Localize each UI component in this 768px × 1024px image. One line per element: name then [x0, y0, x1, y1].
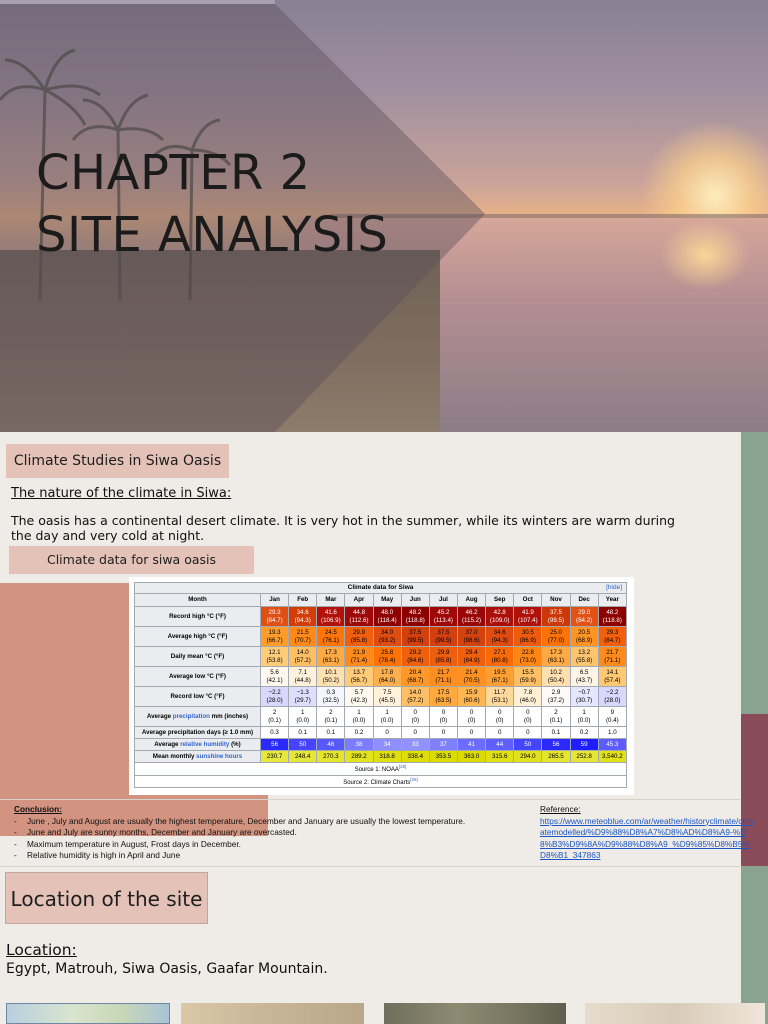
climate-cell: 56: [542, 739, 570, 751]
climate-row: [135, 647, 627, 667]
reference-link[interactable]: https://www.meteoblue.com/ar/weather/historyclimate/climatemodelled/%D9%88%D8%A7%D8%AD%D8%A9-%D8%B3%D9%8A%D9%88%D8%A9_%D9%85%D8%B5%D8%B1_347863: [540, 815, 754, 860]
climate-cell: 9 (0.4): [598, 707, 626, 727]
conclusion-item: - June and July are sunny months, December and January are overcasted.: [14, 827, 544, 839]
climate-cell: 11.7 (53.1): [486, 687, 514, 707]
climate-cell: 0.2: [345, 727, 373, 739]
conclusion-title-colon: :: [59, 804, 62, 814]
source2-row: [135, 775, 627, 788]
conclusion-item: - Maximum temperature in August, Frost days in December.: [14, 839, 544, 851]
climate-cell: 14.0 (57.2): [401, 687, 429, 707]
green-side-bar-top: [741, 432, 768, 714]
source2-cell: [135, 775, 627, 788]
climate-row: [135, 667, 627, 687]
month-header-cell: May: [373, 594, 401, 607]
climate-nature-heading: The nature of the climate in Siwa:: [11, 486, 232, 501]
month-header-cell: Mar: [317, 594, 345, 607]
conclusion-list: [14, 816, 544, 862]
climate-cell: 5.7 (42.3): [345, 687, 373, 707]
climate-cell: 14.0 (57.2): [289, 647, 317, 667]
climate-cell: 6.5 (43.7): [570, 667, 598, 687]
climate-cell: 0: [429, 727, 457, 739]
climate-cell: 37.0 (98.6): [457, 627, 485, 647]
climate-cell: 0.1: [542, 727, 570, 739]
climate-cell: 21.9 (71.4): [345, 647, 373, 667]
row-label-link[interactable]: sunshine hours: [196, 752, 243, 760]
source1-cell: [135, 763, 627, 776]
climate-cell: 29.0 (84.2): [570, 607, 598, 627]
climate-cell: 34: [373, 739, 401, 751]
climate-cell: 21.7 (71.1): [429, 667, 457, 687]
location-text: Egypt, Matrouh, Siwa Oasis, Gaafar Mountain.: [6, 961, 328, 977]
climate-table-title: Climate data for Siwa: [347, 584, 414, 591]
source1-text: Source 1: NOAA: [354, 767, 399, 773]
climate-cell: 1 (0.0): [345, 707, 373, 727]
month-column-header: Month: [135, 594, 261, 607]
climate-cell: 17.3 (63.1): [542, 647, 570, 667]
climate-cell: 34.0 (93.2): [373, 627, 401, 647]
climate-cell: 2 (0.1): [261, 707, 289, 727]
climate-cell: 27.1 (80.8): [486, 647, 514, 667]
climate-cell: 1 (0.0): [570, 707, 598, 727]
climate-cell: 19.5 (67.1): [486, 667, 514, 687]
climate-cell: 59: [570, 739, 598, 751]
climate-cell: 20.4 (68.7): [401, 667, 429, 687]
month-header-cell: Dec: [570, 594, 598, 607]
climate-cell: 19.3 (66.7): [261, 627, 289, 647]
climate-cell: 5.6 (42.1): [261, 667, 289, 687]
climate-row: [135, 687, 627, 707]
conclusion-title: [14, 804, 544, 816]
climate-cell: 0.3 (32.5): [317, 687, 345, 707]
climate-cell: 48.2 (118.8): [598, 607, 626, 627]
climate-cell: −0.7 (30.7): [570, 687, 598, 707]
climate-cell: 0.3: [261, 727, 289, 739]
climate-cell: 56: [261, 739, 289, 751]
climate-cell: 37.5 (99.5): [429, 627, 457, 647]
location-heading: Location:: [6, 941, 77, 959]
climate-cell: 2 (0.1): [317, 707, 345, 727]
climate-row: [135, 751, 627, 763]
month-header-cell: Feb: [289, 594, 317, 607]
month-header-cell: Oct: [514, 594, 542, 607]
climate-row: [135, 727, 627, 739]
climate-row-label: Mean monthly sunshine hours: [135, 751, 261, 763]
climate-cell: −2.2 (28.0): [261, 687, 289, 707]
climate-row-label: Record low °C (°F): [135, 687, 261, 707]
climate-cell: 248.4: [289, 751, 317, 763]
climate-cell: 41.9 (107.4): [514, 607, 542, 627]
climate-cell: 24.5 (76.1): [317, 627, 345, 647]
climate-cell: 252.8: [570, 751, 598, 763]
climate-cell: 289.2: [345, 751, 373, 763]
divider-top: [0, 799, 740, 800]
climate-row: [135, 607, 627, 627]
climate-cell: 50: [289, 739, 317, 751]
climate-cell: 0 (0): [514, 707, 542, 727]
climate-cell: 7.5 (45.5): [373, 687, 401, 707]
reference-title: Reference:: [540, 804, 581, 814]
climate-cell: 0: [457, 727, 485, 739]
climate-row-label: Average relative humidity (%): [135, 739, 261, 751]
month-header-cell: Aug: [457, 594, 485, 607]
climate-cell: 0 (0): [486, 707, 514, 727]
climate-cell: 230.7: [261, 751, 289, 763]
climate-cell: 29.2 (84.6): [401, 647, 429, 667]
climate-table-label: Climate data for siwa oasis: [9, 546, 254, 574]
climate-cell: 7.1 (44.8): [289, 667, 317, 687]
month-header-cell: Nov: [542, 594, 570, 607]
climate-cell: 46.2 (115.2): [457, 607, 485, 627]
climate-cell: 41: [457, 739, 485, 751]
climate-cell: −2.2 (28.0): [598, 687, 626, 707]
climate-cell: 7.8 (46.0): [514, 687, 542, 707]
hide-link[interactable]: [hide]: [606, 584, 622, 591]
climate-cell: 338.4: [401, 751, 429, 763]
climate-cell: 12.1 (53.8): [261, 647, 289, 667]
reference-block: [540, 804, 754, 862]
climate-row-label: Average low °C (°F): [135, 667, 261, 687]
climate-cell: 363.0: [457, 751, 485, 763]
climate-cell: 0 (0): [457, 707, 485, 727]
climate-cell: 48.0 (118.4): [373, 607, 401, 627]
climate-cell: 15.5 (59.9): [514, 667, 542, 687]
climate-cell: 17.8 (64.0): [373, 667, 401, 687]
source2-ref[interactable]: [26]: [410, 776, 418, 782]
climate-cell: 21.5 (70.7): [289, 627, 317, 647]
climate-cell: 17.5 (63.5): [429, 687, 457, 707]
climate-row: [135, 739, 627, 751]
climate-cell: 29.9 (85.8): [345, 627, 373, 647]
climate-cell: 29.3 (84.7): [598, 627, 626, 647]
climate-cell: 33: [401, 739, 429, 751]
climate-cell: 25.8 (78.4): [373, 647, 401, 667]
climate-cell: 30.5 (86.9): [514, 627, 542, 647]
month-header-cell: Year: [598, 594, 626, 607]
climate-cell: 0 (0): [429, 707, 457, 727]
climate-cell: 2.9 (37.2): [542, 687, 570, 707]
climate-cell: 21.7 (71.1): [598, 647, 626, 667]
climate-cell: 1.0: [598, 727, 626, 739]
climate-cell: 22.8 (73.0): [514, 647, 542, 667]
climate-cell: 353.5: [429, 751, 457, 763]
climate-row: [135, 707, 627, 727]
climate-cell: −1.3 (29.7): [289, 687, 317, 707]
climate-table-body: [135, 607, 627, 763]
climate-cell: 25.0 (77.0): [542, 627, 570, 647]
climate-cell: 37.5 (99.5): [542, 607, 570, 627]
climate-row-label: Average high °C (°F): [135, 627, 261, 647]
map-thumbnail-2: [181, 1003, 364, 1024]
climate-cell: 1 (0.0): [373, 707, 401, 727]
hero-banner: [0, 0, 768, 432]
chapter-title-line2: SITE ANALYSIS: [36, 207, 389, 263]
source2-text: Source 2: Climate Charts: [343, 779, 411, 786]
climate-cell: 14.1 (57.4): [598, 667, 626, 687]
month-header-cell: Sep: [486, 594, 514, 607]
climate-cell: 13.7 (56.7): [345, 667, 373, 687]
climate-cell: 318.8: [373, 751, 401, 763]
climate-row-label: Average precipitation mm (inches): [135, 707, 261, 727]
climate-cell: 44.8 (112.6): [345, 607, 373, 627]
climate-table-caption: [134, 582, 627, 593]
climate-cell: 0.1: [289, 727, 317, 739]
climate-cell: 17.3 (63.1): [317, 647, 345, 667]
month-header-cell: Jul: [429, 594, 457, 607]
climate-row-label: Record high °C (°F): [135, 607, 261, 627]
climate-cell: 0: [486, 727, 514, 739]
climate-cell: 45.2 (113.4): [429, 607, 457, 627]
climate-cell: 37: [429, 739, 457, 751]
climate-cell: 10.1 (50.2): [317, 667, 345, 687]
conclusion-item: - Relative humidity is high in April and June: [14, 850, 544, 862]
map-thumbnail-1: [6, 1003, 170, 1024]
month-header-cell: Jan: [261, 594, 289, 607]
climate-cell: 10.2 (50.4): [542, 667, 570, 687]
climate-cell: 50: [514, 739, 542, 751]
climate-cell: 0: [514, 727, 542, 739]
climate-cell: 46: [317, 739, 345, 751]
climate-cell: 21.4 (70.5): [457, 667, 485, 687]
map-thumbnail-4: [585, 1003, 765, 1024]
climate-row: [135, 627, 627, 647]
climate-cell: 2 (0.1): [542, 707, 570, 727]
climate-row-label: Daily mean °C (°F): [135, 647, 261, 667]
climate-cell: 15.9 (60.6): [457, 687, 485, 707]
row-label-link[interactable]: relative humidity: [180, 740, 230, 748]
climate-cell: 270.3: [317, 751, 345, 763]
climate-cell: 315.6: [486, 751, 514, 763]
climate-cell: 29.3 (84.7): [261, 607, 289, 627]
climate-cell: 37.5 (99.5): [401, 627, 429, 647]
climate-table-image: [129, 577, 634, 795]
climate-description: The oasis has a continental desert climate. It is very hot in the summer, while its winters are warm during the day and very cold at night.: [11, 513, 675, 543]
climate-cell: 0: [373, 727, 401, 739]
climate-cell: 20.5 (68.9): [570, 627, 598, 647]
climate-cell: 265.5: [542, 751, 570, 763]
climate-cell: 0.2: [570, 727, 598, 739]
climate-cell: 0: [401, 727, 429, 739]
climate-cell: 3,540.2: [598, 751, 626, 763]
climate-cell: 41.6 (106.9): [317, 607, 345, 627]
climate-cell: 0.1: [317, 727, 345, 739]
month-header-cell: Jun: [401, 594, 429, 607]
source1-ref[interactable]: [25]: [398, 764, 407, 769]
climate-cell: 29.9 (85.8): [429, 647, 457, 667]
map-thumbnail-3: [384, 1003, 566, 1024]
divider-bottom: [0, 866, 740, 867]
conclusion-item: - June , July and August are usually the highest temperature, December and January are usually the lowest temperature.: [14, 816, 544, 828]
chapter-title: [36, 142, 388, 266]
location-section-label: Location of the site: [5, 872, 208, 924]
conclusion-block: [14, 804, 544, 862]
month-header-row: [135, 594, 627, 607]
climate-cell: 42.8 (109.0): [486, 607, 514, 627]
climate-cell: 294.0: [514, 751, 542, 763]
climate-cell: 45.3: [598, 739, 626, 751]
green-side-bar-bottom: [741, 866, 768, 1024]
climate-table: [134, 582, 627, 788]
row-label-link[interactable]: precipitation: [172, 712, 210, 720]
chapter-title-line1: CHAPTER 2: [36, 145, 311, 201]
conclusion-title-text: Conclusion: [14, 804, 60, 814]
month-header-cell: Apr: [345, 594, 373, 607]
climate-cell: 38: [345, 739, 373, 751]
climate-cell: 48.2 (118.8): [401, 607, 429, 627]
climate-studies-label: Climate Studies in Siwa Oasis: [6, 444, 229, 478]
climate-cell: 29.4 (84.9): [457, 647, 485, 667]
climate-row-label: Average precipitation days (≥ 1.0 mm): [135, 727, 261, 739]
climate-cell: 34.6 (94.3): [486, 627, 514, 647]
climate-cell: 44: [486, 739, 514, 751]
climate-cell: 0 (0): [401, 707, 429, 727]
climate-cell: 1 (0.0): [289, 707, 317, 727]
climate-cell: 13.2 (55.8): [570, 647, 598, 667]
climate-cell: 34.6 (94.3): [289, 607, 317, 627]
source1-row: [135, 763, 627, 776]
